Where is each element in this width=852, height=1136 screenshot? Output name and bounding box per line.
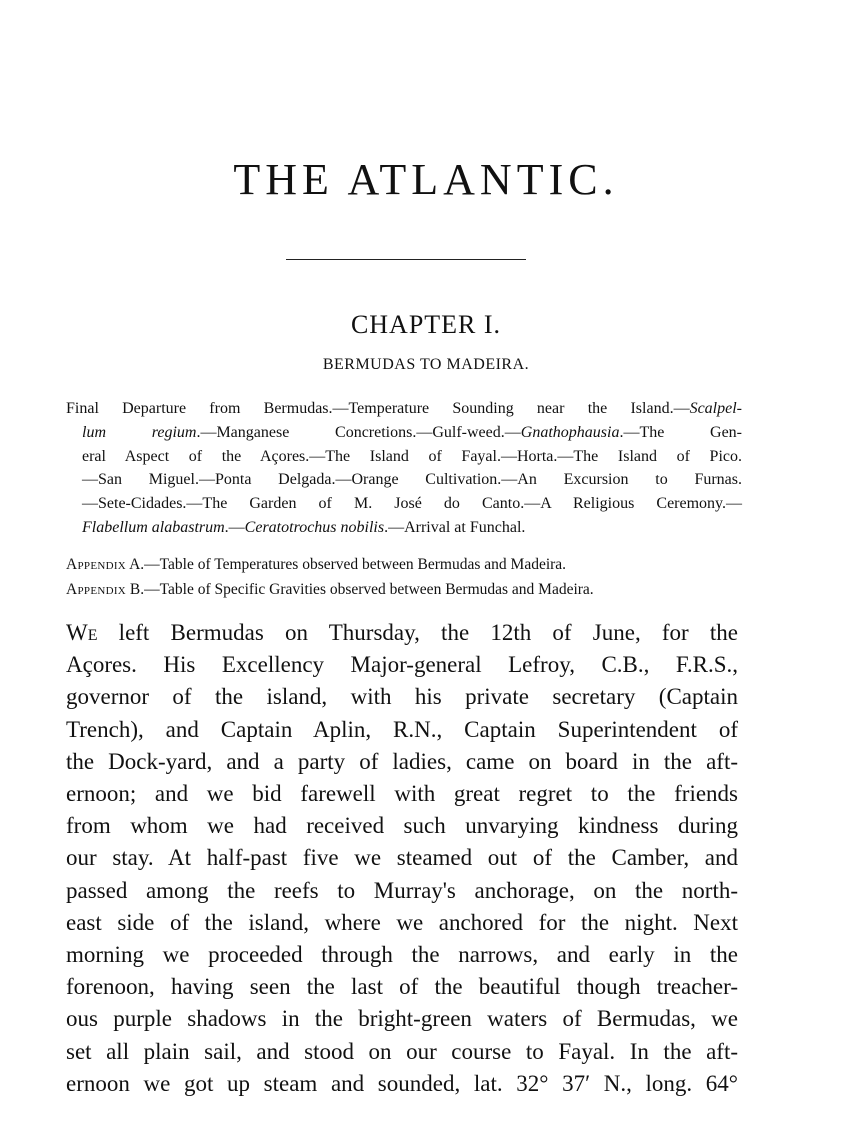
summary-line: Flabellum alabastrum.—Ceratotrochus nobilis.—Arrival at Funchal.: [82, 518, 526, 536]
chapter-subtitle: BERMUDAS TO MADEIRA.: [322, 356, 530, 373]
summary-line: lum regium.—Manganese Concretions.—Gulf-weed.—Gnathophausia.—The Gen-: [82, 423, 743, 441]
body-line: morning we proceeded through the narrows, and early in the: [66, 942, 738, 968]
appendix-b: Appendix B.—Table of Specific Gravities observed between Bermudas and Madeira.: [66, 581, 594, 598]
summary-line: eral Aspect of the Açores.—The Island of Fayal.—Horta.—The Island of Pico.: [82, 447, 742, 465]
body-paragraph: [66, 617, 738, 1100]
summary-line: Final Departure from Bermudas.—Temperature Sounding near the Island.—Scalpel-: [66, 400, 742, 417]
chapter-summary: [66, 397, 742, 540]
body-line: east side of the island, where we anchored for the night. Next: [66, 909, 738, 935]
dropcap: We: [66, 620, 98, 645]
body-line: governor of the island, with his private secretary (Captain: [66, 684, 738, 710]
body-line: our stay. At half-past five we steamed out of the Camber, and: [66, 845, 738, 871]
body-line: ernoon we got up steam and sounded, lat. 32° 37′ N., long. 64°: [66, 1070, 738, 1096]
summary-line: —Sete-Cidades.—The Garden of M. José do Canto.—A Religious Ceremony.—: [82, 495, 742, 513]
summary-line: —San Miguel.—Ponta Delgada.—Orange Cultivation.—An Excursion to Furnas.: [82, 471, 742, 489]
chapter-number: CHAPTER I.: [350, 310, 502, 339]
body-line: from whom we had received such unvarying kindness during: [66, 813, 738, 839]
body-line: Trench), and Captain Aplin, R.N., Captain Superintendent of: [66, 716, 738, 742]
body-line: passed among the reefs to Murray's anchorage, on the north-: [66, 877, 738, 903]
body-line: We left Bermudas on Thursday, the 12th of June, for the: [66, 620, 738, 645]
body-line: forenoon, having seen the last of the beautiful though treacher-: [66, 974, 738, 1000]
title-rule: [286, 259, 526, 260]
book-title: THE ATLANTIC.: [233, 155, 619, 204]
body-line: ernoon; and we bid farewell with great regret to the friends: [66, 781, 738, 807]
body-line: set all plain sail, and stood on our course to Fayal. In the aft-: [66, 1038, 738, 1064]
body-line: the Dock-yard, and a party of ladies, came on board in the aft-: [66, 748, 738, 774]
body-line: Açores. His Excellency Major-general Lefroy, C.B., F.R.S.,: [66, 652, 738, 678]
appendix-a: Appendix A.—Table of Temperatures observed between Bermudas and Madeira.: [66, 556, 567, 573]
body-line: ous purple shadows in the bright-green waters of Bermudas, we: [66, 1006, 738, 1032]
